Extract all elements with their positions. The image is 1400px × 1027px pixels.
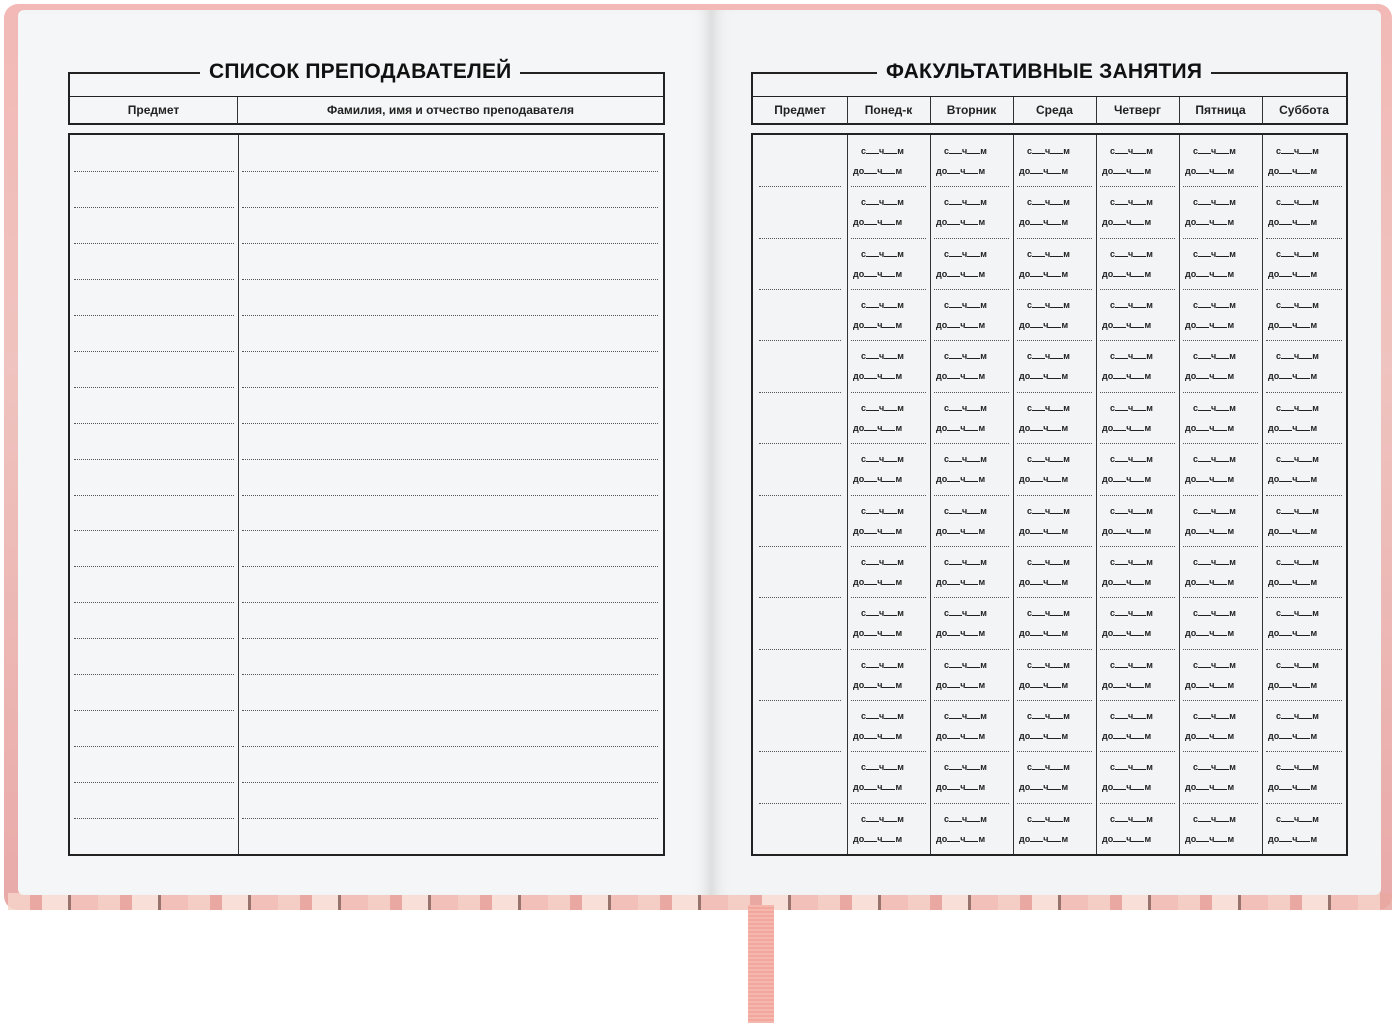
time-to-field[interactable]: до ч м [1268, 474, 1318, 484]
time-from-field[interactable]: с ч м [944, 403, 987, 413]
row-line-teacher[interactable] [242, 746, 658, 747]
time-from-field[interactable]: с ч м [861, 146, 904, 156]
time-to-field[interactable]: до ч м [1268, 628, 1318, 638]
time-from-field[interactable]: с ч м [1027, 454, 1070, 464]
time-from-field[interactable]: с ч м [861, 197, 904, 207]
time-to-field[interactable]: до ч м [1019, 628, 1069, 638]
time-from-field[interactable]: с ч м [861, 506, 904, 516]
time-from-field[interactable]: с ч м [1027, 146, 1070, 156]
time-to-field[interactable]: до ч м [1102, 474, 1152, 484]
row-line-teacher[interactable] [242, 674, 658, 675]
time-to-field[interactable]: до ч м [1102, 217, 1152, 227]
time-from-field[interactable]: с ч м [1027, 300, 1070, 310]
time-from-field[interactable]: с ч м [1027, 608, 1070, 618]
time-from-field[interactable]: с ч м [1276, 454, 1319, 464]
time-from-field[interactable]: с ч м [1110, 454, 1153, 464]
time-from-field[interactable]: с ч м [944, 660, 987, 670]
time-to-field[interactable]: до ч м [936, 680, 986, 690]
time-from-field[interactable]: с ч м [944, 351, 987, 361]
time-from-field[interactable]: с ч м [1193, 249, 1236, 259]
time-to-field[interactable]: до ч м [1185, 834, 1235, 844]
column-header-day: Среда [1036, 103, 1073, 117]
row-line-teacher[interactable] [242, 530, 658, 531]
time-to-field[interactable]: до ч м [1102, 680, 1152, 690]
column-header-day: Вторник [946, 103, 997, 117]
time-from-field[interactable]: с ч м [861, 454, 904, 464]
time-to-field[interactable]: до ч м [1185, 320, 1235, 330]
time-from-field[interactable]: с ч м [1276, 197, 1319, 207]
time-from-field[interactable]: с ч м [1276, 403, 1319, 413]
row-line-subject[interactable] [759, 495, 841, 496]
time-from-field[interactable]: с ч м [1027, 660, 1070, 670]
row-line-subject[interactable] [759, 700, 841, 701]
row-line-subject[interactable] [74, 818, 234, 819]
time-to-field[interactable]: до ч м [1102, 731, 1152, 741]
row-line-subject[interactable] [74, 566, 234, 567]
time-to-field[interactable]: до ч м [936, 628, 986, 638]
row-line-subject[interactable] [74, 602, 234, 603]
row-line-subject[interactable] [759, 340, 841, 341]
time-from-field[interactable]: с ч м [944, 557, 987, 567]
time-from-field[interactable]: с ч м [1110, 146, 1153, 156]
time-to-field[interactable]: до ч м [853, 834, 903, 844]
time-from-field[interactable]: с ч м [1110, 197, 1153, 207]
row-line-teacher[interactable] [242, 710, 658, 711]
time-from-field[interactable]: с ч м [861, 403, 904, 413]
time-from-field[interactable]: с ч м [1193, 454, 1236, 464]
time-from-field[interactable]: с ч м [1276, 711, 1319, 721]
time-from-field[interactable]: с ч м [1276, 506, 1319, 516]
time-to-field[interactable]: до ч м [853, 474, 903, 484]
time-to-field[interactable]: до ч м [1268, 834, 1318, 844]
time-to-field[interactable]: до ч м [1102, 166, 1152, 176]
row-line-teacher[interactable] [242, 602, 658, 603]
time-to-field[interactable]: до ч м [1019, 731, 1069, 741]
row-line-subject[interactable] [74, 782, 234, 783]
time-to-field[interactable]: до ч м [1268, 782, 1318, 792]
time-to-field[interactable]: до ч м [853, 731, 903, 741]
row-line-subject[interactable] [759, 546, 841, 547]
time-from-field[interactable]: с ч м [1193, 711, 1236, 721]
time-from-field[interactable]: с ч м [1193, 300, 1236, 310]
row-line-teacher[interactable] [242, 423, 658, 424]
teachers-table [68, 133, 665, 856]
time-to-field[interactable]: до ч м [1019, 782, 1069, 792]
time-to-field[interactable]: до ч м [1102, 371, 1152, 381]
time-from-field[interactable]: с ч м [1193, 403, 1236, 413]
time-from-field[interactable]: с ч м [944, 300, 987, 310]
time-to-field[interactable]: до ч м [1102, 526, 1152, 536]
time-from-field[interactable]: с ч м [944, 608, 987, 618]
column-header-subject: Предмет [127, 103, 180, 117]
column-header-day: Пятница [1195, 103, 1246, 117]
header-divider [68, 96, 665, 97]
time-to-field[interactable]: до ч м [1019, 269, 1069, 279]
row-line-subject[interactable] [759, 597, 841, 598]
time-from-field[interactable]: с ч м [1027, 814, 1070, 824]
time-to-field[interactable]: до ч м [853, 628, 903, 638]
time-from-field[interactable]: с ч м [944, 762, 987, 772]
time-to-field[interactable]: до ч м [853, 577, 903, 587]
time-from-field[interactable]: с ч м [1110, 300, 1153, 310]
time-from-field[interactable]: с ч м [1193, 660, 1236, 670]
time-to-field[interactable]: до ч м [1019, 320, 1069, 330]
row-line-subject[interactable] [74, 351, 234, 352]
time-from-field[interactable]: с ч м [1027, 711, 1070, 721]
row-line-subject[interactable] [759, 186, 841, 187]
row-line-subject[interactable] [74, 530, 234, 531]
time-to-field[interactable]: до ч м [936, 474, 986, 484]
time-to-field[interactable]: до ч м [1268, 217, 1318, 227]
time-to-field[interactable]: до ч м [936, 577, 986, 587]
time-from-field[interactable]: с ч м [861, 762, 904, 772]
time-from-field[interactable]: с ч м [1193, 146, 1236, 156]
time-to-field[interactable]: до ч м [1185, 628, 1235, 638]
right-page [711, 10, 1381, 895]
row-line-teacher[interactable] [242, 638, 658, 639]
time-from-field[interactable]: с ч м [1110, 557, 1153, 567]
row-line-subject[interactable] [74, 171, 234, 172]
row-line-subject[interactable] [74, 387, 234, 388]
row-line-subject[interactable] [74, 638, 234, 639]
time-to-field[interactable]: до ч м [936, 217, 986, 227]
time-to-field[interactable]: до ч м [936, 166, 986, 176]
time-to-field[interactable]: до ч м [936, 526, 986, 536]
time-from-field[interactable]: с ч м [1110, 660, 1153, 670]
time-to-field[interactable]: до ч м [1102, 423, 1152, 433]
time-to-field[interactable]: до ч м [853, 680, 903, 690]
time-to-field[interactable]: до ч м [853, 320, 903, 330]
row-line-teacher[interactable] [242, 279, 658, 280]
row-line-teacher[interactable] [242, 315, 658, 316]
time-to-field[interactable]: до ч м [1102, 628, 1152, 638]
time-to-field[interactable]: до ч м [1268, 680, 1318, 690]
time-from-field[interactable]: с ч м [1110, 814, 1153, 824]
row-line-subject[interactable] [74, 746, 234, 747]
time-to-field[interactable]: до ч м [1268, 731, 1318, 741]
row-line-subject[interactable] [74, 710, 234, 711]
time-to-field[interactable]: до ч м [936, 269, 986, 279]
column-header-subject: Предмет [774, 103, 826, 117]
row-line-teacher[interactable] [242, 387, 658, 388]
time-from-field[interactable]: с ч м [944, 146, 987, 156]
time-from-field[interactable]: с ч м [944, 814, 987, 824]
time-from-field[interactable]: с ч м [1027, 762, 1070, 772]
time-to-field[interactable]: до ч м [1019, 834, 1069, 844]
row-line-teacher[interactable] [242, 566, 658, 567]
time-from-field[interactable]: с ч м [1110, 506, 1153, 516]
row-line-subject[interactable] [74, 207, 234, 208]
time-from-field[interactable]: с ч м [1193, 197, 1236, 207]
time-to-field[interactable]: до ч м [1185, 166, 1235, 176]
time-from-field[interactable]: с ч м [1110, 711, 1153, 721]
time-to-field[interactable]: до ч м [1268, 269, 1318, 279]
time-to-field[interactable]: до ч м [853, 371, 903, 381]
row-line-subject[interactable] [74, 315, 234, 316]
time-to-field[interactable]: до ч м [936, 782, 986, 792]
time-to-field[interactable]: до ч м [1185, 526, 1235, 536]
time-to-field[interactable]: до ч м [853, 269, 903, 279]
row-line-subject[interactable] [74, 279, 234, 280]
time-from-field[interactable]: с ч м [1027, 403, 1070, 413]
time-from-field[interactable]: с ч м [1276, 351, 1319, 361]
row-line-teacher[interactable] [242, 207, 658, 208]
row-line-teacher[interactable] [242, 782, 658, 783]
column-header-day: Суббота [1279, 103, 1329, 117]
time-to-field[interactable]: до ч м [1185, 371, 1235, 381]
time-from-field[interactable]: с ч м [861, 711, 904, 721]
time-to-field[interactable]: до ч м [936, 371, 986, 381]
time-to-field[interactable]: до ч м [1268, 166, 1318, 176]
row-line-subject[interactable] [759, 238, 841, 239]
time-to-field[interactable]: до ч м [1102, 320, 1152, 330]
time-from-field[interactable]: с ч м [1027, 249, 1070, 259]
time-from-field[interactable]: с ч м [1110, 608, 1153, 618]
time-from-field[interactable]: с ч м [861, 608, 904, 618]
time-from-field[interactable]: с ч м [1193, 762, 1236, 772]
row-line-subject[interactable] [759, 803, 841, 804]
time-to-field[interactable]: до ч м [1102, 834, 1152, 844]
time-from-field[interactable]: с ч м [1276, 814, 1319, 824]
column-header-teacher-name: Фамилия, имя и отчество преподавателя [327, 103, 574, 117]
time-from-field[interactable]: с ч м [944, 506, 987, 516]
row-line-teacher[interactable] [242, 243, 658, 244]
row-line-subject[interactable] [759, 392, 841, 393]
cover-floral-edge [8, 893, 1392, 910]
time-to-field[interactable]: до ч м [1268, 526, 1318, 536]
time-to-field[interactable]: до ч м [1019, 680, 1069, 690]
time-to-field[interactable]: до ч м [1268, 577, 1318, 587]
time-from-field[interactable]: с ч м [944, 454, 987, 464]
time-from-field[interactable]: с ч м [1193, 608, 1236, 618]
row-line-subject[interactable] [74, 459, 234, 460]
time-from-field[interactable]: с ч м [861, 249, 904, 259]
time-from-field[interactable]: с ч м [861, 557, 904, 567]
time-to-field[interactable]: до ч м [936, 423, 986, 433]
time-from-field[interactable]: с ч м [1193, 506, 1236, 516]
time-to-field[interactable]: до ч м [936, 320, 986, 330]
time-from-field[interactable]: с ч м [1276, 146, 1319, 156]
time-to-field[interactable]: до ч м [1019, 371, 1069, 381]
header-table [68, 72, 665, 125]
row-line-teacher[interactable] [242, 459, 658, 460]
row-line-subject[interactable] [74, 423, 234, 424]
header-divider [751, 96, 1348, 97]
row-line-subject[interactable] [759, 289, 841, 290]
column-header-day: Понед-к [864, 103, 913, 117]
time-to-field[interactable]: до ч м [936, 731, 986, 741]
time-from-field[interactable]: с ч м [1193, 351, 1236, 361]
time-to-field[interactable]: до ч м [1185, 217, 1235, 227]
row-line-teacher[interactable] [242, 351, 658, 352]
time-from-field[interactable]: с ч м [1110, 762, 1153, 772]
time-from-field[interactable]: с ч м [1110, 249, 1153, 259]
column-header-day: Четверг [1113, 103, 1162, 117]
time-to-field[interactable]: до ч м [1185, 423, 1235, 433]
time-from-field[interactable]: с ч м [1276, 608, 1319, 618]
time-from-field[interactable]: с ч м [1193, 814, 1236, 824]
time-to-field[interactable]: до ч м [1019, 577, 1069, 587]
time-from-field[interactable]: с ч м [1276, 300, 1319, 310]
time-from-field[interactable]: с ч м [861, 814, 904, 824]
time-to-field[interactable]: до ч м [1268, 371, 1318, 381]
time-to-field[interactable]: до ч м [1268, 423, 1318, 433]
time-to-field[interactable]: до ч м [1185, 269, 1235, 279]
time-to-field[interactable]: до ч м [1185, 782, 1235, 792]
time-from-field[interactable]: с ч м [1027, 351, 1070, 361]
bookmark-ribbon[interactable] [748, 905, 774, 1023]
time-to-field[interactable]: до ч м [1102, 269, 1152, 279]
row-line-teacher[interactable] [242, 495, 658, 496]
time-to-field[interactable]: до ч м [1102, 782, 1152, 792]
time-to-field[interactable]: до ч м [1019, 423, 1069, 433]
row-line-subject[interactable] [759, 751, 841, 752]
time-from-field[interactable]: с ч м [1027, 506, 1070, 516]
time-from-field[interactable]: с ч м [861, 300, 904, 310]
row-line-subject[interactable] [74, 495, 234, 496]
time-to-field[interactable]: до ч м [1019, 526, 1069, 536]
electives-table [751, 133, 1348, 856]
time-to-field[interactable]: до ч м [1102, 577, 1152, 587]
time-to-field[interactable]: до ч м [1019, 166, 1069, 176]
page-title: ФАКУЛЬТАТИВНЫЕ ЗАНЯТИЯ [877, 60, 1211, 84]
time-from-field[interactable]: с ч м [1110, 403, 1153, 413]
time-from-field[interactable]: с ч м [1110, 351, 1153, 361]
time-to-field[interactable]: до ч м [853, 217, 903, 227]
time-to-field[interactable]: до ч м [1268, 320, 1318, 330]
row-line-subject[interactable] [74, 243, 234, 244]
header-table [751, 72, 1348, 125]
time-from-field[interactable]: с ч м [944, 197, 987, 207]
time-to-field[interactable]: до ч м [853, 526, 903, 536]
row-line-teacher[interactable] [242, 171, 658, 172]
time-to-field[interactable]: до ч м [1019, 474, 1069, 484]
left-page [18, 10, 711, 895]
time-from-field[interactable]: с ч м [861, 351, 904, 361]
time-to-field[interactable]: до ч м [853, 782, 903, 792]
time-from-field[interactable]: с ч м [1027, 197, 1070, 207]
time-to-field[interactable]: до ч м [1185, 680, 1235, 690]
row-line-subject[interactable] [759, 443, 841, 444]
time-from-field[interactable]: с ч м [1276, 249, 1319, 259]
time-from-field[interactable]: с ч м [1276, 660, 1319, 670]
time-from-field[interactable]: с ч м [944, 711, 987, 721]
time-to-field[interactable]: до ч м [936, 834, 986, 844]
time-to-field[interactable]: до ч м [1185, 577, 1235, 587]
time-from-field[interactable]: с ч м [1276, 557, 1319, 567]
time-to-field[interactable]: до ч м [853, 423, 903, 433]
time-to-field[interactable]: до ч м [853, 166, 903, 176]
row-line-teacher[interactable] [242, 818, 658, 819]
time-from-field[interactable]: с ч м [1276, 762, 1319, 772]
time-to-field[interactable]: до ч м [1019, 217, 1069, 227]
time-to-field[interactable]: до ч м [1185, 474, 1235, 484]
time-from-field[interactable]: с ч м [861, 660, 904, 670]
row-line-subject[interactable] [74, 674, 234, 675]
time-from-field[interactable]: с ч м [1193, 557, 1236, 567]
page-title: СПИСОК ПРЕПОДАВАТЕЛЕЙ [200, 60, 520, 84]
time-to-field[interactable]: до ч м [1185, 731, 1235, 741]
time-from-field[interactable]: с ч м [1027, 557, 1070, 567]
row-line-subject[interactable] [759, 649, 841, 650]
time-from-field[interactable]: с ч м [944, 249, 987, 259]
